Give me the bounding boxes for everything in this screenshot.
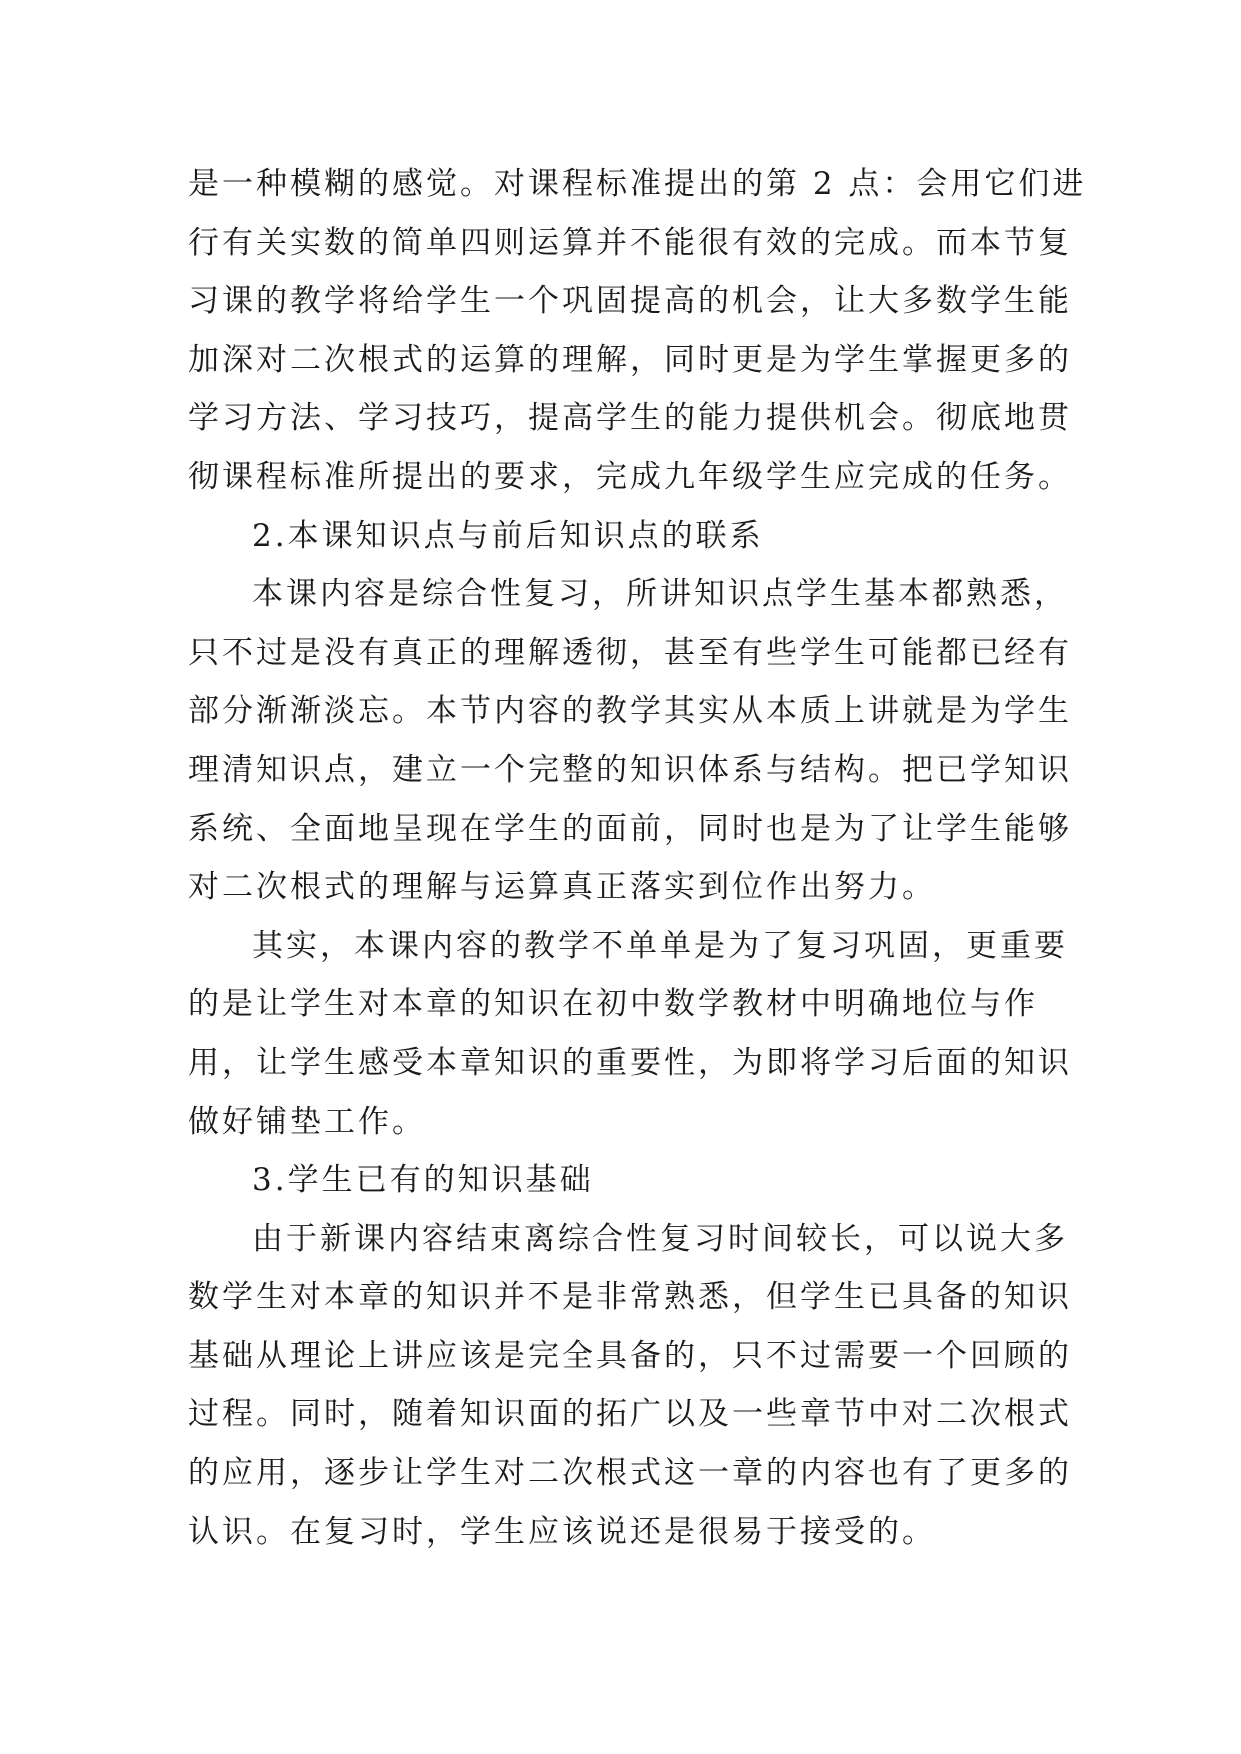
text-line: 基础从理论上讲应该是完全具备的，只不过需要一个回顾的 bbox=[188, 1337, 1072, 1374]
text-line: 彻课程标准所提出的要求，完成九年级学生应完成的任务。 bbox=[188, 458, 1072, 495]
text-line: 是一种模糊的感觉。对课程标准提出的第 2 点：会用它们进 bbox=[188, 166, 1087, 202]
text-line: 认识。在复习时，学生应该说还是很易于接受的。 bbox=[188, 1513, 936, 1550]
text-line: 只不过是没有真正的理解透彻，甚至有些学生可能都已经有 bbox=[188, 634, 1072, 671]
text-line: 部分渐渐淡忘。本节内容的教学其实从本质上讲就是为学生 bbox=[188, 693, 1072, 730]
text-line: 做好铺垫工作。 bbox=[188, 1103, 426, 1140]
text-line: 行有关实数的简单四则运算并不能很有效的完成。而本节复 bbox=[188, 224, 1072, 261]
text-line: 数学生对本章的知识并不是非常熟悉，但学生已具备的知识 bbox=[188, 1279, 1072, 1316]
text-line: 3.学生已有的知识基础 bbox=[252, 1162, 594, 1199]
text-line: 加深对二次根式的运算的理解，同时更是为学生掌握更多的 bbox=[188, 341, 1072, 378]
document-body bbox=[188, 155, 1088, 1561]
text-line: 习课的教学将给学生一个巩固提高的机会，让大多数学生能 bbox=[188, 283, 1072, 320]
text-line: 对二次根式的理解与运算真正落实到位作出努力。 bbox=[188, 869, 936, 906]
text-line: 系统、全面地呈现在学生的面前，同时也是为了让学生能够 bbox=[188, 810, 1072, 847]
text-line: 2.本课知识点与前后知识点的联系 bbox=[252, 517, 764, 554]
text-line: 的是让学生对本章的知识在初中数学教材中明确地位与作 bbox=[188, 986, 1038, 1023]
text-line: 学习方法、学习技巧，提高学生的能力提供机会。彻底地贯 bbox=[188, 400, 1072, 437]
text-line: 过程。同时，随着知识面的拓广以及一些章节中对二次根式 bbox=[188, 1396, 1072, 1433]
text-line: 本课内容是综合性复习，所讲知识点学生基本都熟悉， bbox=[252, 576, 1068, 613]
text-line: 用，让学生感受本章知识的重要性，为即将学习后面的知识 bbox=[188, 1044, 1072, 1081]
text-line: 由于新课内容结束离综合性复习时间较长，可以说大多 bbox=[252, 1220, 1068, 1257]
text-line: 其实，本课内容的教学不单单是为了复习巩固，更重要 bbox=[252, 927, 1068, 964]
text-line: 的应用，逐步让学生对二次根式这一章的内容也有了更多的 bbox=[188, 1455, 1072, 1492]
text-line: 理清知识点，建立一个完整的知识体系与结构。把已学知识 bbox=[188, 751, 1072, 788]
